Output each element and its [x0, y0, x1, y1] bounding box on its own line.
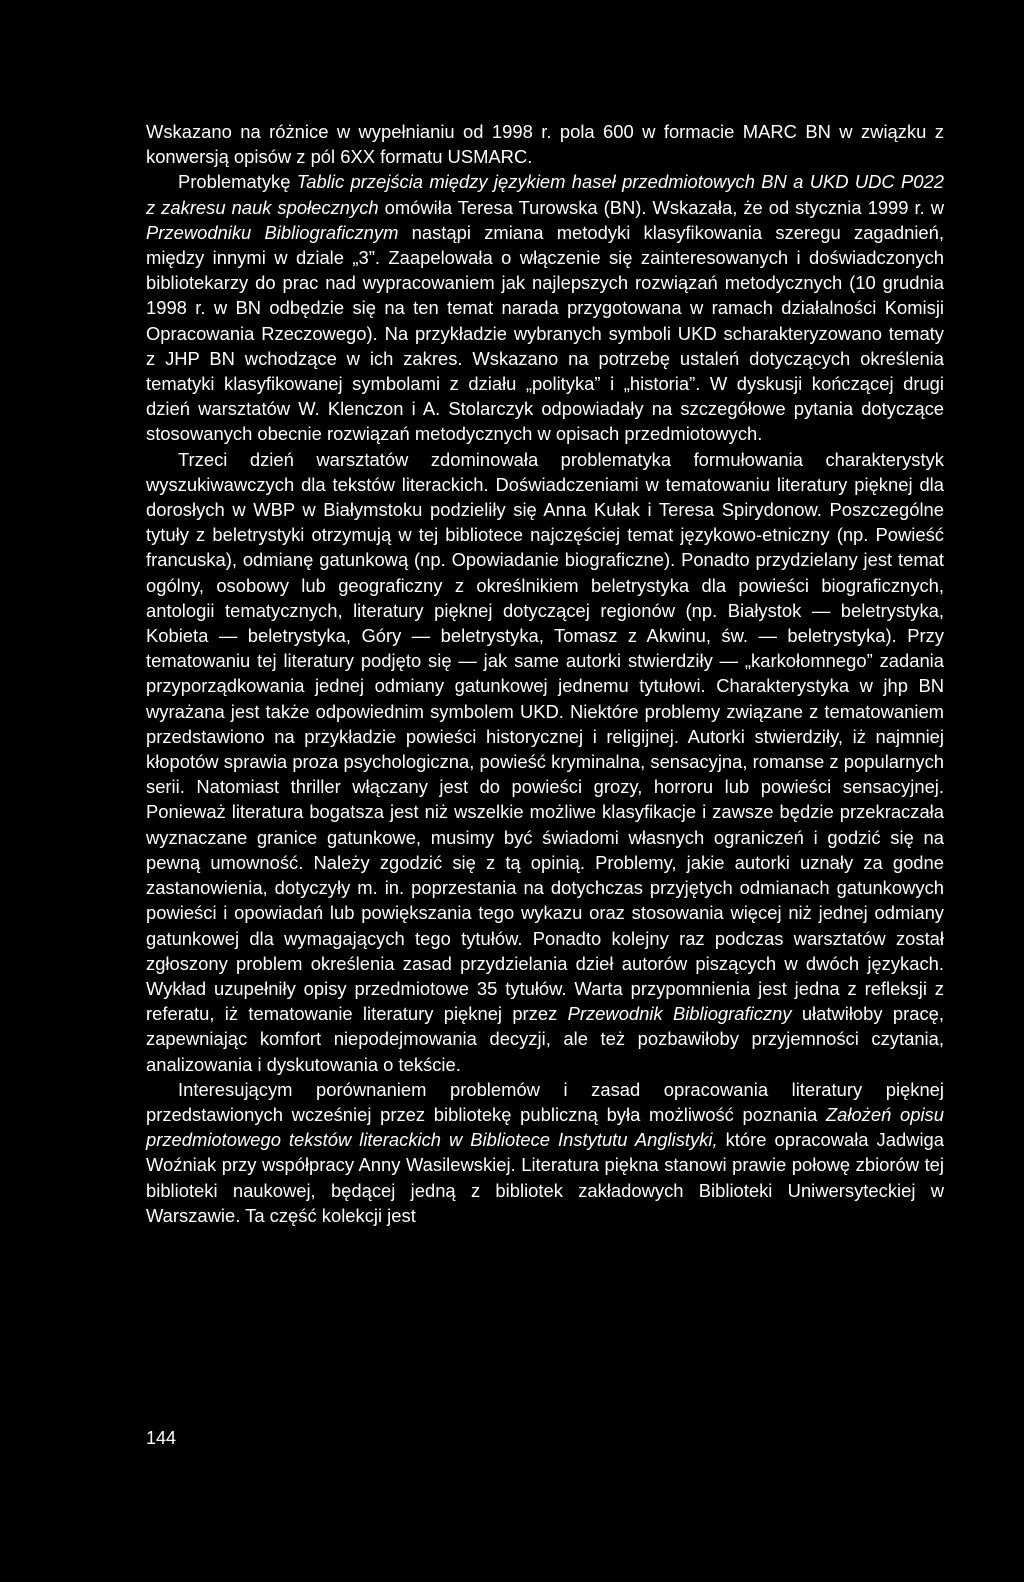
body-text: Trzeci dzień warsztatów zdominowała problematyka formułowania charakterystyk wyszukiwawczych dla tekstów literackich. Doświadczeniami w tematowaniu literatury pięknej dla dorosłych w WBP w Białymstoku podzieliły się Anna Kułak i Teresa Spirydonow. Poszczególne tytuły z beletrystyki otrzymują w tej bibliotece najczęściej temat językowo-etniczny (np. Powieść francuska), odmianę gatunkową (np. Opowiadanie biograficzne). Ponadto przydzielany jest temat ogólny, osobowy lub geograficzny z określnikiem beletrystyka dla powieści biograficznych, antologii tematycznych, literatury pięknej dotyczącej regionów (np. Białystok — beletrystyka, Kobieta — beletrystyka, Góry — beletrystyka, Tomasz z Akwinu, św. — beletrystyka). Przy tematowaniu tej literatury podjęto się — jak same autorki stwierdziły — „karkołomnego” zadania przyporządkowania jednej odmiany gatunkowej jednemu tytułowi. Charakterystyka w jhp BN wyrażana jest także odpowiednim symbolem UKD. Niektóre problemy związane z tematowaniem przedstawiono na przykładzie powieści historycznej i religijnej. Autorki stwierdziły, iż najmniej kłopotów sprawia proza psychologiczna, powieść kryminalna, sensacyjna, romanse z popularnych serii. Natomiast thriller włączany jest do powieści grozy, horroru lub powieści sensacyjnej. Ponieważ literatura bogatsza jest niż wszelkie możliwe klasyfikacje i zawsze będzie przekraczała wyznaczane granice gatunkowe, musimy być świadomi własnych ograniczeń i godzić się na pewną umowność. Należy zgodzić się z tą opinią. Problemy, jakie autorki uznały za godne zastanowienia, dotyczyły m. in. poprzestania na dotychczas przyjętych odmianach gatunkowych powieści i opowiadań lub powiększania tego wykazu oraz stosowania więcej niż jednej odmiany gatunkowej dla wymagających tego tytułów. Ponadto kolejny raz podczas warsztatów został zgłoszony problem określenia zasad przydzielania dzieł autorów piszących w dwóch językach. Wykład uzupełniły opisy przedmiotowe 35 tytułów. Warta przypomnienia jest jedna z refleksji z referatu, iż tematowanie literatury pięknej przez — [146, 448, 944, 1025]
paragraph — [146, 447, 944, 1077]
body-text: ułatwiłoby pracę, zapewniając komfort niepodejmowania decyzji, ale też pozbawiłoby przyjemności czytania, analizowania i dyskutowania o tekście. — [146, 1003, 944, 1075]
paragraph — [146, 1077, 944, 1228]
body-text: nastąpi zmiana metodyki klasyfikowania szeregu zagadnień, między innymi w dziale „3”. Zaapelowała o włączenie się zainteresowanych i doświadczonych bibliotekarzy do prac nad wypracowaniem jak najlepszych rozwiązań metodycznych (10 grudnia 1998 r. w BN odbędzie się na ten temat narada przygotowana w ramach działalności Komisji Opracowania Rzeczowego). Na przykładzie wybranych symboli UKD scharakteryzowano tematy z JHP BN wchodzące w ich zakres. Wskazano na potrzebę ustaleń dotyczących określenia tematyki klasyfikowanej symbolami z działu „polityka” i „historia”. W dyskusji kończącej drugi dzień warsztatów W. Klenczon i A. Stolarczyk odpowiadały na szczegółowe pytania dotyczące stosowanych obecnie rozwiązań metodycznych w opisach przedmiotowych. — [146, 221, 944, 445]
body-text: Wskazano na różnice w wypełnianiu od 1998 r. pola 600 w formacie MARC BN w związku z konwersją opisów z pól 6XX formatu USMARC. — [146, 121, 944, 168]
page-number: 144 — [146, 1428, 177, 1448]
body-text: Problematykę — [178, 171, 297, 193]
body-text: omówiła Teresa Turowska (BN). Wskazała, że od stycznia 1999 r. w — [378, 196, 944, 218]
body-text: Interesującym porównaniem problemów i zasad opracowania literatury pięknej przedstawionych wcześniej przez bibliotekę publiczną była możliwość poznania — [146, 1078, 944, 1125]
italic-title-text: Tablic przejścia między językiem haseł przedmiotowych BN a UKD UDC P022 z zakresu nauk społecznych — [146, 171, 944, 218]
italic-title-text: Przewodniku Bibliograficznym — [146, 221, 399, 243]
italic-title-text: Założeń opisu przedmiotowego tekstów literackich w Bibliotece Instytutu Anglistyki, — [146, 1103, 944, 1151]
italic-title-text: Przewodnik Bibliograficzny — [567, 1003, 792, 1025]
document-body — [146, 119, 944, 1228]
body-text: które opracowała Jadwiga Woźniak przy współpracy Anny Wasilewskiej. Literatura piękna stanowi prawie połowę zbiorów tej biblioteki naukowej, będącej jedną z bibliotek zakładowych Biblioteki Uniwersyteckiej w Warszawie. Ta część kolekcji jest — [146, 1129, 945, 1226]
paragraph — [146, 119, 944, 169]
paragraph — [146, 169, 944, 446]
